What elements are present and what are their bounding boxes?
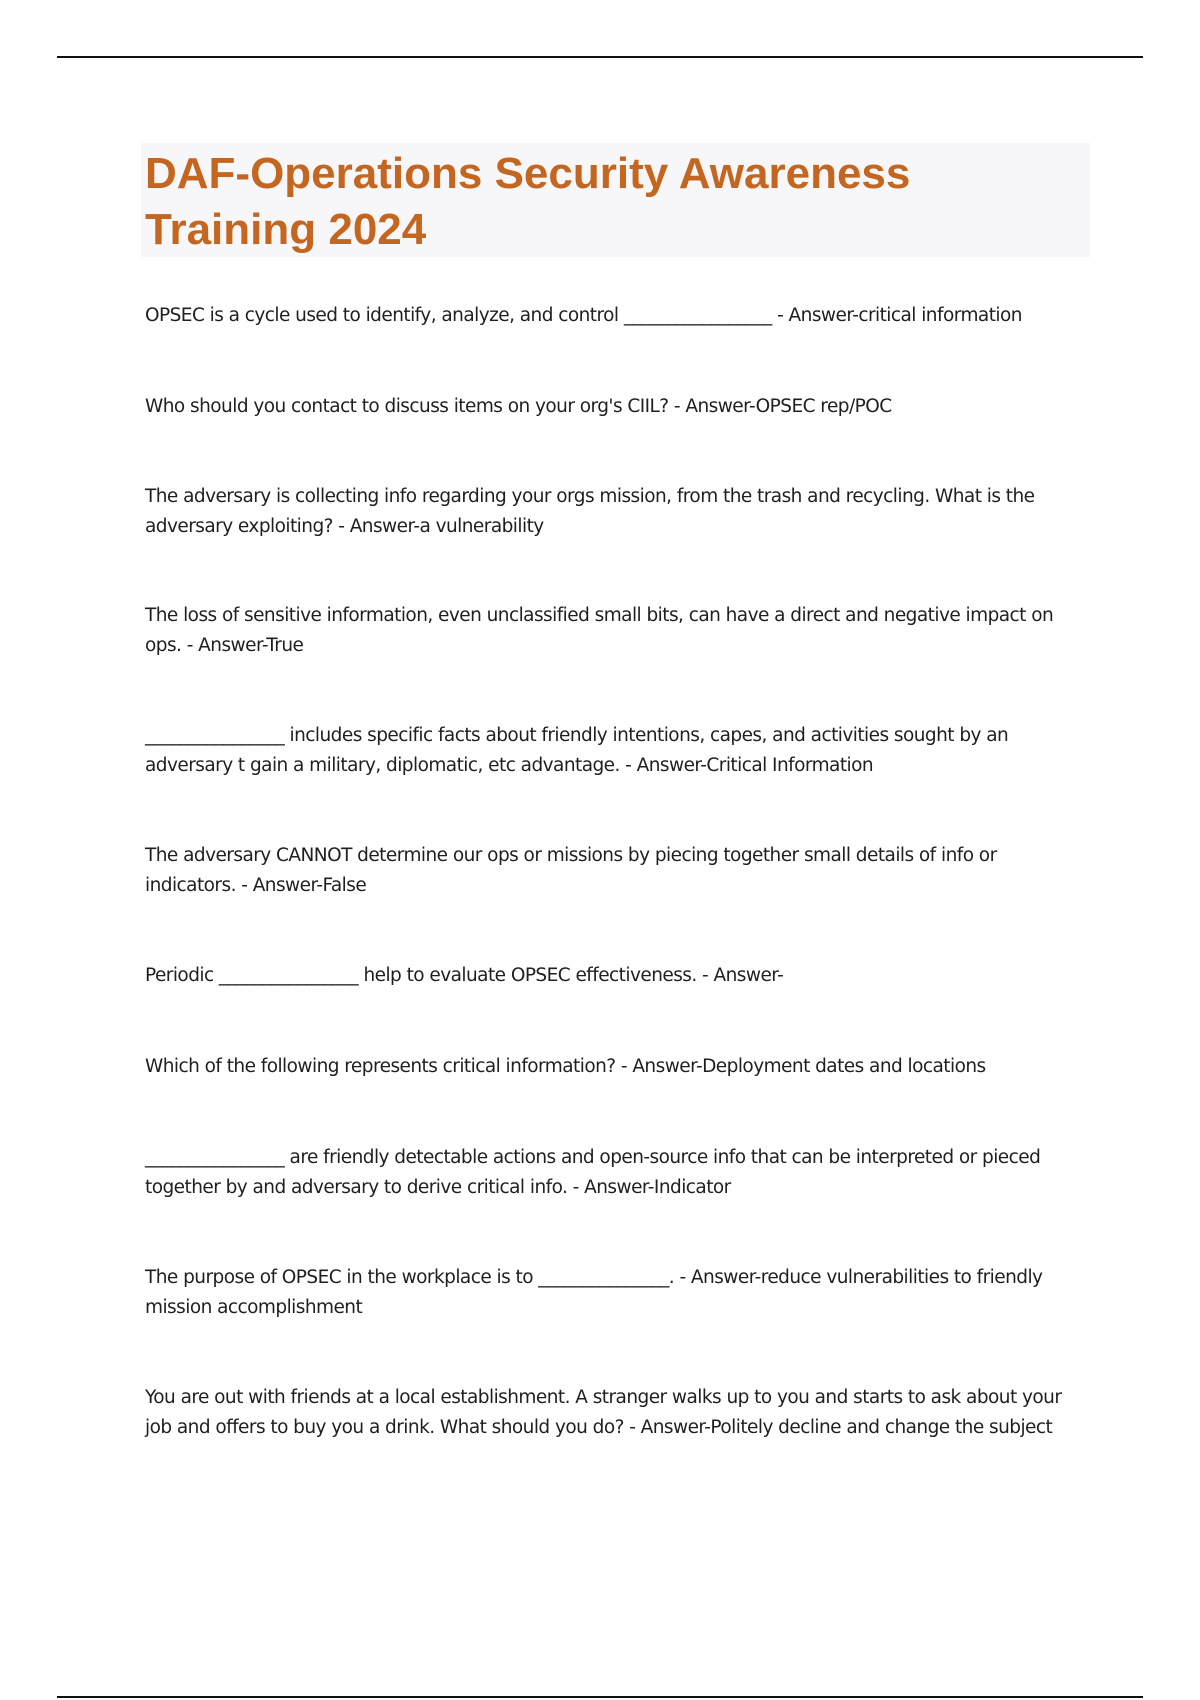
qa-item-11: You are out with friends at a local establishment. A stranger walks up to you and starts to ask about your job and offers to buy you a drink. What should you do? - Answer-Politely decline and change the subject (145, 1387, 1062, 1438)
qa-item-3: The adversary is collecting info regarding your orgs mission, from the trash and recycling. What is the adversary exploiting? - Answer-a vulnerability (145, 486, 1035, 537)
bottom-rule (57, 1696, 1143, 1698)
qa-item-5: ________________ includes specific facts about friendly intentions, capes, and activities sought by an adversary t gain a military, diplomatic, etc advantage. - Answer-Critical Information (145, 725, 1009, 776)
qa-item-4: The loss of sensitive information, even unclassified small bits, can have a direct and negative impact on ops. - Answer-True (145, 605, 1054, 656)
document-title: DAF-Operations Security Awareness Training 2024 (145, 149, 911, 254)
qa-item-2: Who should you contact to discuss items on your org's CIIL? - Answer-OPSEC rep/POC (145, 396, 892, 417)
qa-item-8: Which of the following represents critical information? - Answer-Deployment dates and locations (145, 1056, 986, 1077)
qa-item-6: The adversary CANNOT determine our ops or missions by piecing together small details of info or indicators. - Answer-False (145, 845, 997, 896)
qa-item-7: Periodic ________________ help to evaluate OPSEC effectiveness. - Answer- (145, 965, 784, 986)
qa-item-1: OPSEC is a cycle used to identify, analyze, and control _________________ - Answer-critical information (145, 305, 1022, 326)
qa-item-9: ________________ are friendly detectable actions and open-source info that can be interpreted or pieced together by and adversary to derive critical info. - Answer-Indicator (145, 1147, 1041, 1198)
top-rule (57, 56, 1143, 58)
qa-item-10: The purpose of OPSEC in the workplace is to _______________. - Answer-reduce vulnerabilities to friendly mission accomplishment (145, 1267, 1043, 1318)
